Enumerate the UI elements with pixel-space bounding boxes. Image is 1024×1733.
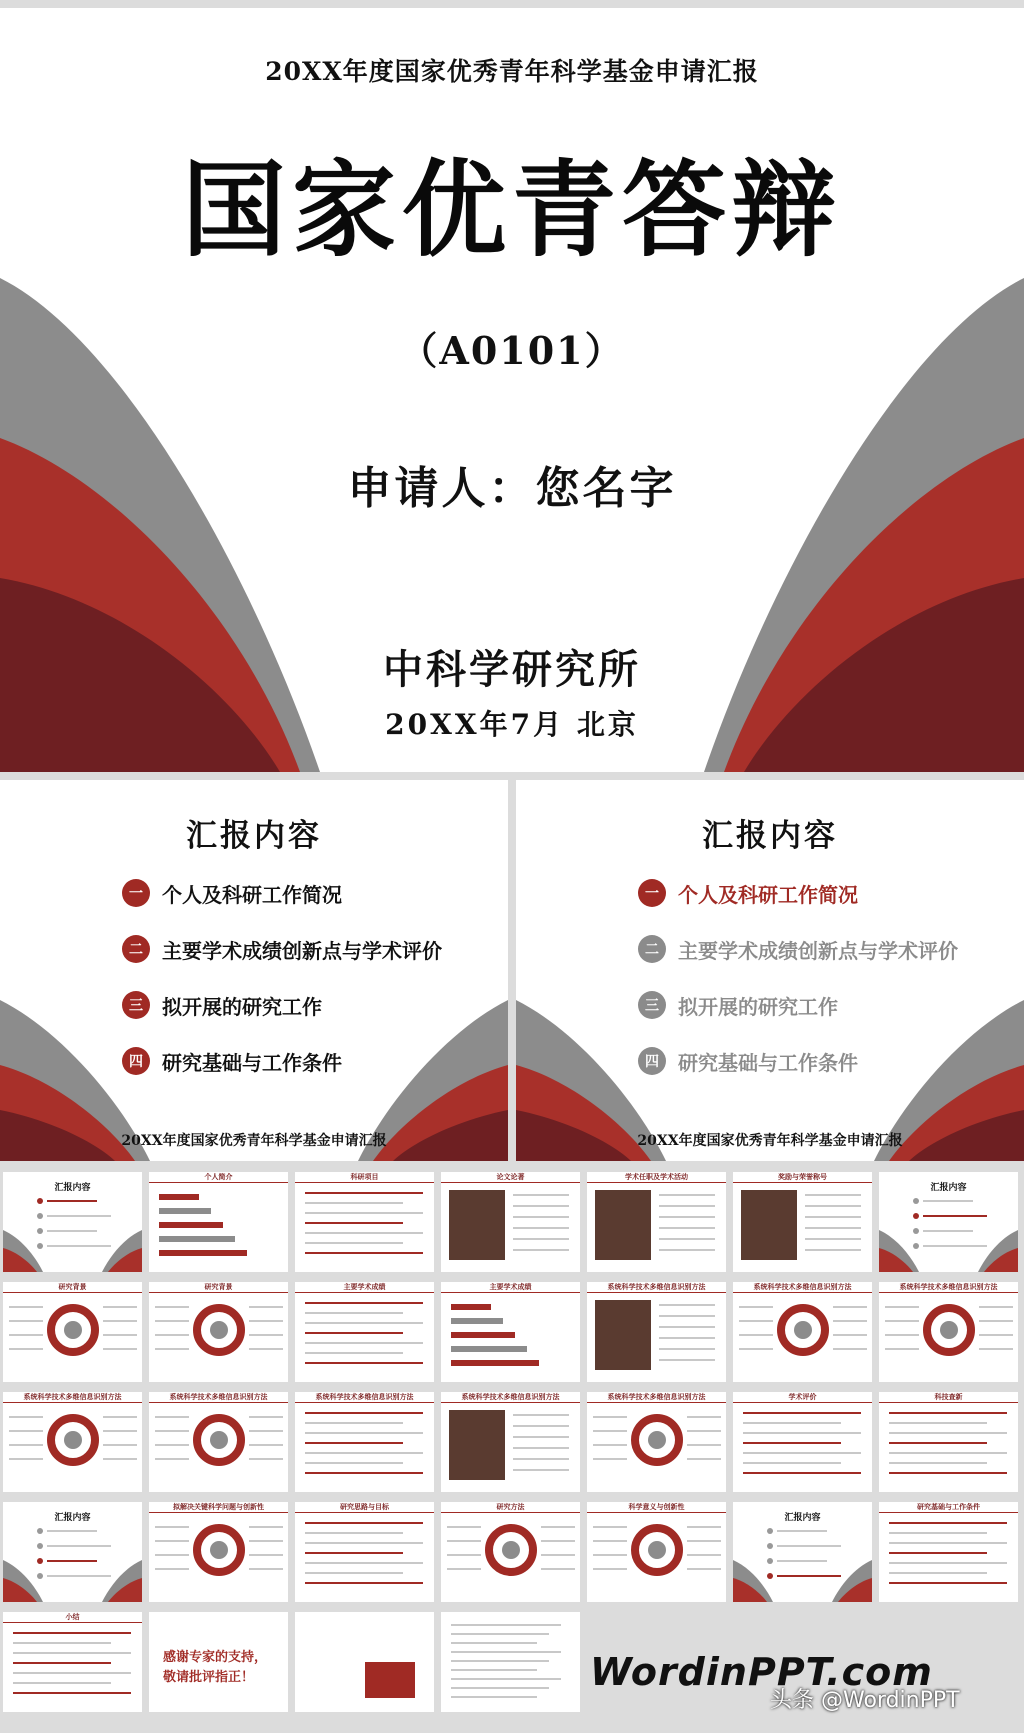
diagram-graphic xyxy=(193,1304,245,1356)
bar xyxy=(451,1332,515,1338)
slide-thumbnail[interactable] xyxy=(295,1282,434,1382)
thumb-title: 系统科学技术多维信息识别方法 xyxy=(879,1282,1018,1293)
slide-thumbnail[interactable] xyxy=(149,1612,288,1712)
slide-thumbnail[interactable] xyxy=(295,1612,434,1712)
agenda-label: 个人及科研工作简况 xyxy=(162,882,342,907)
slide-thumbnail[interactable] xyxy=(3,1612,142,1712)
slide-thumbnail[interactable] xyxy=(587,1282,726,1382)
supertitle: 20XX年度国家优秀青年科学基金申请汇报 xyxy=(265,57,759,86)
agenda-label: 主要学术成绩创新点与学术评价 xyxy=(162,938,442,963)
diagram-graphic xyxy=(47,1304,99,1356)
thumb-title: 系统科学技术多维信息识别方法 xyxy=(587,1282,726,1293)
agenda-title: 汇报内容 xyxy=(186,818,322,854)
bar xyxy=(451,1346,527,1352)
thumb-title: 主要学术成绩 xyxy=(441,1282,580,1293)
diagram-graphic xyxy=(631,1524,683,1576)
agenda-item-3[interactable] xyxy=(122,988,322,1022)
photo-placeholder xyxy=(595,1190,651,1260)
thumb-title: 研究方法 xyxy=(441,1502,580,1513)
watermark: 头条 @WordinPPT xyxy=(770,1688,960,1713)
thumb-title: 研究背景 xyxy=(3,1282,142,1293)
agenda-footer: 20XX年度国家优秀青年科学基金申请汇报 xyxy=(121,1133,387,1149)
bar xyxy=(159,1208,211,1214)
agenda-bullet xyxy=(37,1573,43,1579)
slide-thumbnail[interactable] xyxy=(441,1612,580,1712)
slide-thumbnail[interactable] xyxy=(441,1392,580,1492)
agenda-label: 研究基础与工作条件 xyxy=(162,1050,342,1075)
agenda-bullet xyxy=(37,1243,43,1249)
slide-thumbnail[interactable] xyxy=(295,1502,434,1602)
diagram-graphic xyxy=(777,1304,829,1356)
slide-thumbnail[interactable] xyxy=(733,1392,872,1492)
slide-thumbnail[interactable] xyxy=(295,1172,434,1272)
slide-thumbnail[interactable] xyxy=(733,1282,872,1382)
slide-thumbnail[interactable] xyxy=(733,1172,872,1272)
thumb-title: 系统科学技术多维信息识别方法 xyxy=(587,1392,726,1403)
agenda-label: 主要学术成绩创新点与学术评价 xyxy=(678,938,958,963)
thumb-title: 系统科学技术多维信息识别方法 xyxy=(441,1392,580,1403)
slide-thumbnail[interactable] xyxy=(3,1502,142,1602)
agenda-bullet xyxy=(913,1228,919,1234)
thumb-title: 个人简介 xyxy=(149,1172,288,1183)
agenda-item-1[interactable] xyxy=(122,876,342,910)
agenda-label: 拟开展的研究工作 xyxy=(162,994,322,1019)
agenda-label: 个人及科研工作简况 xyxy=(678,882,858,907)
slide-thumbnail[interactable] xyxy=(879,1502,1018,1602)
bar xyxy=(159,1222,223,1228)
agenda-number: 三 xyxy=(638,991,666,1019)
agenda-item-1[interactable] xyxy=(638,876,858,910)
slide-thumbnail[interactable] xyxy=(441,1282,580,1382)
agenda-number: 三 xyxy=(122,991,150,1019)
diagram-graphic xyxy=(47,1414,99,1466)
thumb-title: 论文论著 xyxy=(441,1172,580,1183)
slide-thumbnail[interactable] xyxy=(733,1502,872,1602)
agenda-footer: 20XX年度国家优秀青年科学基金申请汇报 xyxy=(637,1133,903,1149)
applicant: 申请人：您名字 xyxy=(347,463,677,514)
agenda-bullet xyxy=(767,1528,773,1534)
agenda-item-3[interactable] xyxy=(638,988,838,1022)
slide-thumbnail[interactable] xyxy=(587,1172,726,1272)
institution: 中科学研究所 xyxy=(383,646,641,693)
thumb-title: 科技查新 xyxy=(879,1392,1018,1403)
agenda-number: 一 xyxy=(122,879,150,907)
thumb-title: 奖励与荣誉称号 xyxy=(733,1172,872,1183)
slide-thumbnail[interactable] xyxy=(149,1282,288,1382)
agenda-title: 汇报内容 xyxy=(702,818,838,854)
thanks-line-1: 感谢专家的支持， xyxy=(163,1650,268,1665)
thumb-title: 汇报内容 xyxy=(54,1513,91,1523)
closing-box xyxy=(365,1662,415,1698)
thumb-title: 主要学术成绩 xyxy=(295,1282,434,1293)
bar xyxy=(159,1236,235,1242)
agenda-bullet xyxy=(37,1228,43,1234)
photo-placeholder xyxy=(449,1410,505,1480)
diagram-graphic xyxy=(631,1414,683,1466)
photo-placeholder xyxy=(741,1190,797,1260)
thumb-title: 汇报内容 xyxy=(54,1183,91,1193)
slide-thumbnail[interactable] xyxy=(295,1392,434,1492)
slide-thumbnail[interactable] xyxy=(879,1282,1018,1382)
agenda-item-2[interactable] xyxy=(638,932,958,966)
bar xyxy=(159,1250,247,1256)
date-location: 20XX年7月 北京 xyxy=(385,708,639,741)
agenda-bullet xyxy=(767,1558,773,1564)
photo-placeholder xyxy=(449,1190,505,1260)
slide-thumbnail[interactable] xyxy=(441,1502,580,1602)
agenda-number: 二 xyxy=(638,935,666,963)
slide-thumbnail[interactable] xyxy=(879,1392,1018,1492)
thumb-title: 拟解决关键科学问题与创新性 xyxy=(149,1502,288,1513)
thumb-title: 研究背景 xyxy=(149,1282,288,1293)
brand-logo-text: WordinPPT.com xyxy=(590,1650,933,1694)
agenda-item-4[interactable] xyxy=(122,1044,342,1078)
slide-thumbnail[interactable] xyxy=(149,1172,288,1272)
agenda-number: 一 xyxy=(638,879,666,907)
thumb-title: 系统科学技术多维信息识别方法 xyxy=(295,1392,434,1403)
agenda-bullet xyxy=(913,1213,919,1219)
diagram-graphic xyxy=(193,1524,245,1576)
agenda-bullet xyxy=(37,1543,43,1549)
slide-thumbnail[interactable] xyxy=(441,1172,580,1272)
thumb-title: 小结 xyxy=(3,1612,142,1623)
agenda-bullet xyxy=(767,1573,773,1579)
slide-thumbnail[interactable] xyxy=(149,1392,288,1492)
thumb-title: 汇报内容 xyxy=(930,1183,967,1193)
thumb-title: 科学意义与创新性 xyxy=(587,1502,726,1513)
diagram-graphic xyxy=(485,1524,537,1576)
diagram-graphic xyxy=(193,1414,245,1466)
agenda-number: 四 xyxy=(638,1047,666,1075)
thumb-title: 研究思路与目标 xyxy=(295,1502,434,1513)
slide-thumbnail[interactable] xyxy=(587,1392,726,1492)
thumb-title: 汇报内容 xyxy=(784,1513,821,1523)
diagram-graphic xyxy=(923,1304,975,1356)
agenda-slide-overview xyxy=(0,780,508,1161)
agenda-bullet xyxy=(37,1558,43,1564)
title-slide xyxy=(0,8,1024,772)
slide-thumbnail[interactable] xyxy=(3,1282,142,1382)
agenda-bullet xyxy=(913,1198,919,1204)
agenda-item-2[interactable] xyxy=(122,932,442,966)
thumb-title: 学术任职及学术活动 xyxy=(587,1172,726,1183)
bar xyxy=(451,1318,503,1324)
thumb-title: 研究基础与工作条件 xyxy=(879,1502,1018,1513)
agenda-item-4[interactable] xyxy=(638,1044,858,1078)
slide-thumbnail[interactable] xyxy=(149,1502,288,1602)
thumb-title: 科研项目 xyxy=(295,1172,434,1183)
main-title: 国家优青答辩 xyxy=(181,148,842,271)
thanks-line-2: 敬请批评指正！ xyxy=(163,1670,255,1685)
thumb-title: 系统科学技术多维信息识别方法 xyxy=(733,1282,872,1293)
agenda-bullet xyxy=(767,1543,773,1549)
bar xyxy=(159,1194,199,1200)
agenda-slide-section-1 xyxy=(516,780,1024,1161)
agenda-label: 研究基础与工作条件 xyxy=(678,1050,858,1075)
bar xyxy=(451,1304,491,1310)
thumb-title: 学术评价 xyxy=(733,1392,872,1403)
slide-thumbnail[interactable] xyxy=(3,1392,142,1492)
agenda-number: 二 xyxy=(122,935,150,963)
slide-thumbnail[interactable] xyxy=(3,1172,142,1272)
thumb-title: 系统科学技术多维信息识别方法 xyxy=(3,1392,142,1403)
photo-placeholder xyxy=(595,1300,651,1370)
thumb-title: 系统科学技术多维信息识别方法 xyxy=(149,1392,288,1403)
agenda-bullet xyxy=(37,1528,43,1534)
slide-thumbnail[interactable] xyxy=(587,1502,726,1602)
agenda-label: 拟开展的研究工作 xyxy=(678,994,838,1019)
agenda-bullet xyxy=(37,1213,43,1219)
agenda-bullet xyxy=(913,1243,919,1249)
bar xyxy=(451,1360,539,1366)
agenda-number: 四 xyxy=(122,1047,150,1075)
agenda-bullet xyxy=(37,1198,43,1204)
project-code: （A0101） xyxy=(399,328,625,373)
slide-thumbnail[interactable] xyxy=(879,1172,1018,1272)
